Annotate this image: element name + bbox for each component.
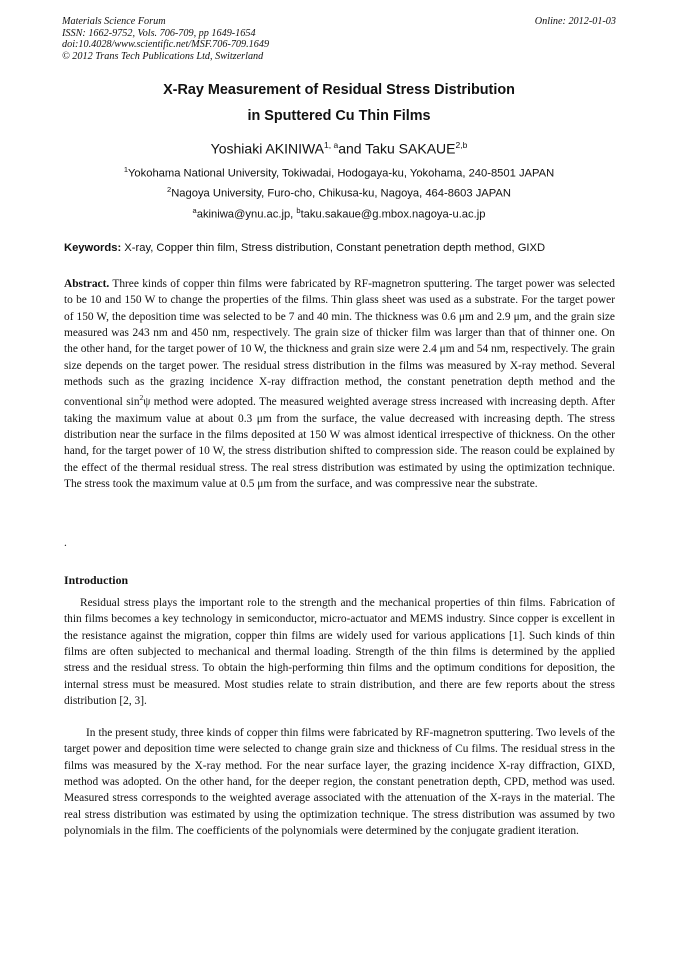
author-list [0, 140, 678, 157]
keywords [64, 242, 616, 254]
journal-header [62, 16, 269, 62]
email-a-marker: a [192, 206, 197, 215]
email-a: akiniwa@ynu.ac.jp, [196, 208, 297, 221]
abstract-trailing-dot: . [64, 537, 67, 549]
journal-doi: doi:10.4028/www.scientific.net/MSF.706-709.1649 [62, 39, 270, 51]
introduction-paragraph-1: Residual stress plays the important role to the strength and the mechanical properties of thin films. Fabrication of thin films becomes a key technology in semiconductor, micro-actuator and MEMS industry. Since copper is excellent in the resistance against the migration, copper thin films are widely used for various applications [1]. Such kinds of thin films are often subjected to mechanical and thermal loading. Strength of the thin films is determined by the applied stress and the residual stress. To obtain the high-performing thin films and the optimum conditions for deposition, the internal stress must be measured. Most studies relate to strain distribution, and there are few reports about the stress distribution [2, 3]. [64, 597, 615, 708]
email-b-marker: b [296, 206, 301, 215]
author-2-name: and Taku SAKAUE [338, 140, 456, 157]
affiliation-1-marker: 1 [123, 165, 128, 174]
abstract-superscript: 2 [139, 393, 144, 403]
journal-issn: ISSN: 1662-9752, Vols. 706-709, pp 1649-1654 [62, 27, 256, 39]
author-2-marker: 2,b [455, 140, 468, 150]
introduction-heading: Introduction [64, 573, 129, 587]
paper-title-line-2: in Sputtered Cu Thin Films [247, 108, 431, 124]
affiliation-2 [0, 185, 678, 200]
abstract-label: Abstract. [64, 278, 110, 290]
author-1-name: Yoshiaki AKINIWA [210, 140, 325, 157]
abstract-text-2: ψ method were adopted. The measured weighted average stress increased with increasing depth. After taking the maximum value at about 0.3 μm from the surface, the value decreased with increasing depth. The stress distribution near the surface in the films deposited at 150 W was almost identical irrespective of thickness. On the other hand, for the target power of 10 W, the stress distribution shifted to compression side. The reason could be explained by the effect of the thermal residual stress. The real stress distribution was estimated by using the optimization technique. The stress took the maximum value at 0.5 μm from the surface, and was compressive near the substrate. [64, 396, 615, 490]
journal-copyright: © 2012 Trans Tech Publications Ltd, Switzerland [62, 50, 264, 62]
email-b: taku.sakaue@g.mbox.nagoya-u.ac.jp [300, 208, 486, 221]
paper-title-line-1: X-Ray Measurement of Residual Stress Distribution [163, 82, 515, 98]
introduction-paragraph-2: In the present study, three kinds of copper thin films were fabricated by RF-magnetron sputtering. Two levels of the target power and deposition time were selected to change grain size and thickness of Cu films. The residual stress in the films was measured by the X-ray method. For the near surface layer, the grazing incidence X-ray diffraction, GIXD, method was adopted. On the other hand, for the deeper region, the constant penetration depth, CPD, method was used. Measured stress corresponds to the weighted average associated with the attenuation of the X-rays in the material. The real stress distribution was estimated by using the optimization technique. The stress distribution was assumed by two polynomials in the film. The coefficients of the polynomials were determined by the conjugate gradient iteration. [64, 727, 615, 838]
keywords-text: X-ray, Copper thin film, Stress distribution, Constant penetration depth method, GIXD [121, 242, 546, 254]
affiliation-1-text: Yokohama National University, Tokiwadai, Hodogaya-ku, Yokohama, 240-8501 JAPAN [127, 167, 555, 180]
keywords-label: Keywords: [64, 242, 122, 254]
author-1-marker: 1, a [324, 140, 339, 150]
affiliation-1 [0, 165, 678, 180]
abstract [64, 276, 615, 492]
author-emails [0, 206, 678, 221]
abstract-text-1: Three kinds of copper thin films were fabricated by RF-magnetron sputtering. The target power was selected to be 10 and 150 W to change the properties of the films. Thin glass sheet was used as a substrate. For the target power of 150 W, the deposition time was selected to be 7 and 40 min. The thickness was 0.6 μm and 2.9 μm, and the grain size measured was 243 nm and 450 nm, respectively. The grain size of thicker film was larger than that of thinner one. On the other hand, for the target power of 10 W, the thickness and grain size were 2.4 μm and 54 nm, respectively. The grain size depends on the target power. The residual stress distribution in the films was measured by X-ray method. Several methods such as the grazing incidence X-ray diffraction method, the constant penetration depth method and the conventional sin [64, 278, 615, 409]
affiliation-2-text: Nagoya University, Furo-cho, Chikusa-ku, Nagoya, 464-8603 JAPAN [171, 187, 511, 200]
affiliation-2-marker: 2 [167, 185, 172, 194]
journal-name: Materials Science Forum [62, 16, 166, 27]
online-date: Online: 2012-01-03 [534, 16, 616, 27]
